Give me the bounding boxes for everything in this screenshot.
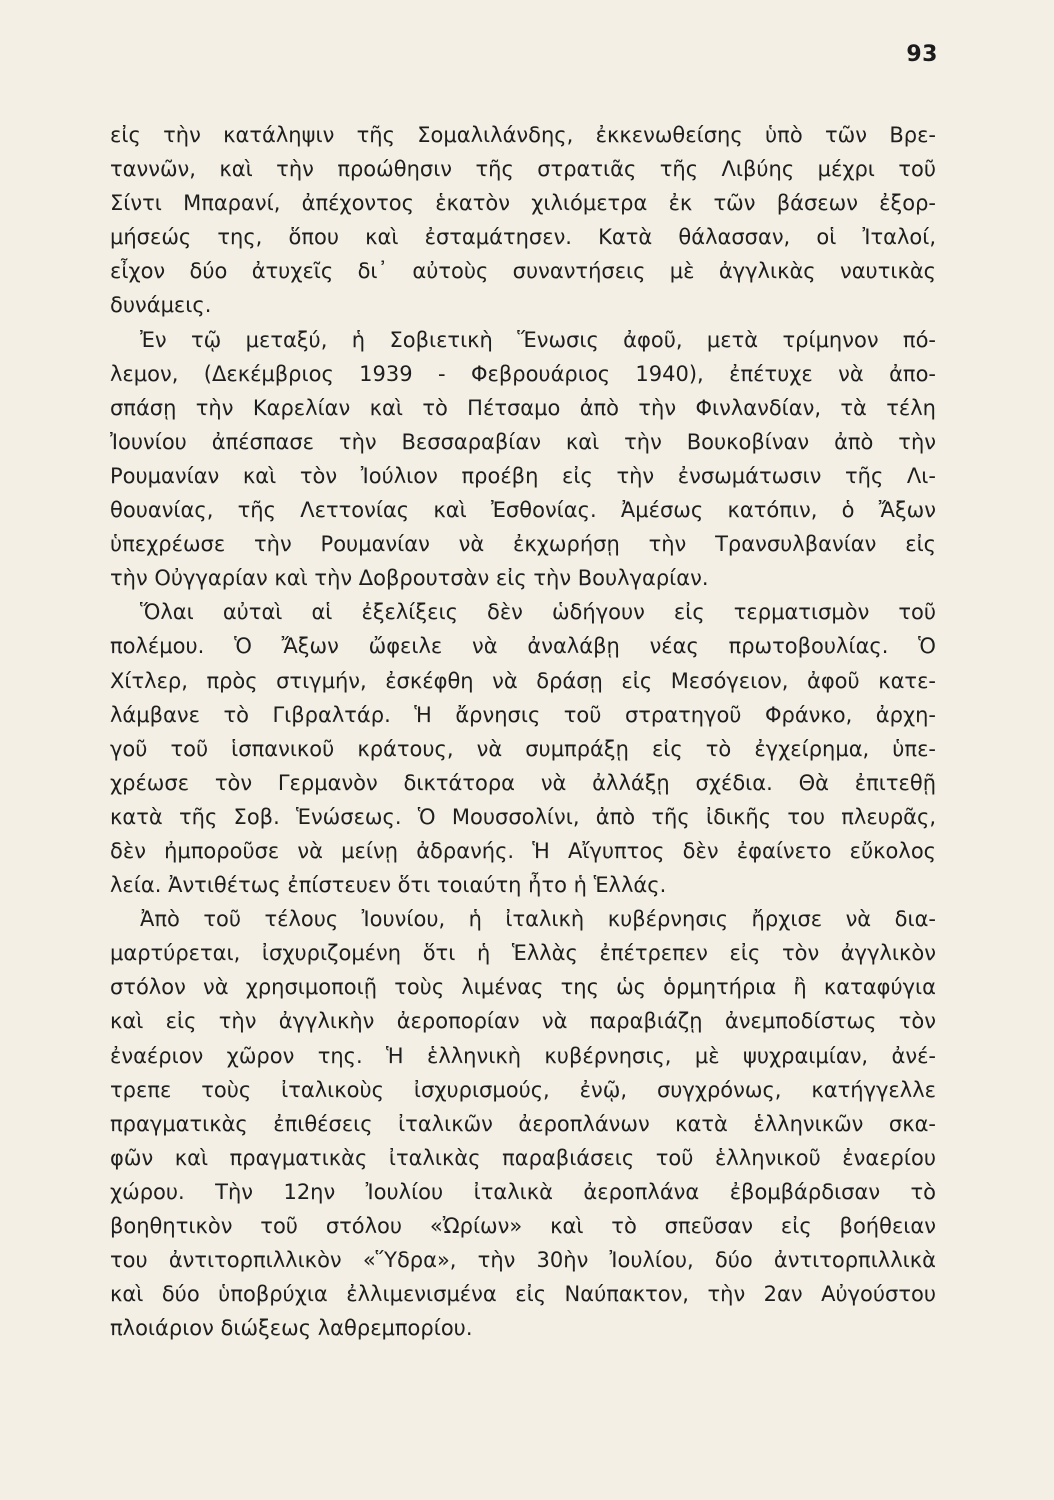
- text-line: εἰς τὴν κατάληψιν τῆς Σομαλιλάνδης, ἐκκενωθείσης ὑπὸ τῶν Βρε-: [110, 123, 936, 147]
- paragraph-3: [110, 595, 936, 902]
- text-line: λεμον, (Δεκέμβριος 1939 - Φεβρουάριος 1940), ἐπέτυχε νὰ ἀπο-: [110, 361, 936, 386]
- text-line: Σίντι Μπαρανί, ἀπέχοντος ἑκατὸν χιλιόμετρα ἐκ τῶν βάσεων ἐξορ-: [110, 191, 936, 216]
- text-line: πραγματικὰς ἐπιθέσεις ἰταλικῶν ἀεροπλάνων κατὰ ἑλληνικῶν σκα-: [110, 1111, 936, 1136]
- text-line: γοῦ τοῦ ἱσπανικοῦ κράτους, νὰ συμπράξῃ εἰς τὸ ἐγχείρημα, ὑπε-: [110, 736, 936, 761]
- text-line: Χίτλερ, πρὸς στιγμήν, ἐσκέφθη νὰ δράσῃ εἰς Μεσόγειον, ἀφοῦ κατε-: [110, 668, 936, 693]
- text-line: Ρουμανίαν καὶ τὸν Ἰούλιον προέβη εἰς τὴν ἐνσωμάτωσιν τῆς Λι-: [110, 463, 936, 488]
- text-line: Ἀπὸ τοῦ τέλους Ἰουνίου, ἡ ἰταλικὴ κυβέρνησις ἤρχισε νὰ δια-: [140, 907, 936, 932]
- text-line: τρεπε τοὺς ἰταλικοὺς ἰσχυρισμούς, ἐνῷ, συγχρόνως, κατήγγελλε: [110, 1077, 936, 1102]
- paragraph-4: [110, 902, 936, 1345]
- text-line: δὲν ἠμποροῦσε νὰ μείνῃ ἀδρανής. Ἡ Αἴγυπτος δὲν ἐφαίνετο εὔκολος: [110, 838, 936, 863]
- text-line: στόλον νὰ χρησιμοποιῇ τοὺς λιμένας της ὡς ὁρμητήρια ἢ καταφύγια: [110, 975, 936, 1000]
- text-line: πολέμου. Ὁ Ἄξων ὤφειλε νὰ ἀναλάβῃ νέας πρωτοβουλίας. Ὁ: [110, 634, 936, 659]
- text-line: Ἐν τῷ μεταξύ, ἡ Σοβιετικὴ Ἕνωσις ἀφοῦ, μετὰ τρίμηνον πό-: [140, 327, 936, 352]
- text-line: καὶ δύο ὑποβρύχια ἐλλιμενισμένα εἰς Ναύπακτον, τὴν 2αν Αὐγούστου: [110, 1282, 936, 1307]
- text-line: χρέωσε τὸν Γερμανὸν δικτάτορα νὰ ἀλλάξῃ σχέδια. Θὰ ἐπιτεθῇ: [110, 770, 936, 795]
- text-line: δυνάμεις.: [110, 293, 212, 318]
- text-line: βοηθητικὸν τοῦ στόλου «Ὠρίων» καὶ τὸ σπεῦσαν εἰς βοήθειαν: [110, 1214, 936, 1238]
- text-line: σπάσῃ τὴν Καρελίαν καὶ τὸ Πέτσαμο ἀπὸ τὴν Φινλανδίαν, τὰ τέλη: [110, 395, 936, 420]
- text-line: ὑπεχρέωσε τὴν Ρουμανίαν νὰ ἐκχωρήσῃ τὴν Τρανσυλβανίαν εἰς: [110, 532, 936, 557]
- text-line: πλοιάριον διώξεως λαθρεμπορίου.: [110, 1316, 473, 1341]
- body-text: [110, 118, 936, 1345]
- text-line: του ἀντιτορπιλλικὸν «Ὕδρα», τὴν 30ὴν Ἰουλίου, δύο ἀντιτορπιλλικὰ: [110, 1248, 936, 1273]
- text-line: φῶν καὶ πραγματικὰς ἰταλικὰς παραβιάσεις τοῦ ἑλληνικοῦ ἐναερίου: [110, 1145, 936, 1170]
- text-line: κατὰ τῆς Σοβ. Ἑνώσεως. Ὁ Μουσσολίνι, ἀπὸ τῆς ἰδικῆς του πλευρᾶς,: [110, 804, 936, 829]
- text-line: Ὅλαι αὐταὶ αἱ ἐξελίξεις δὲν ὡδήγουν εἰς τερματισμὸν τοῦ: [140, 600, 936, 625]
- text-line: ταννῶν, καὶ τὴν προώθησιν τῆς στρατιᾶς τῆς Λιβύης μέχρι τοῦ: [110, 157, 936, 182]
- page-number: 93: [906, 42, 938, 67]
- text-line: λεία. Ἀντιθέτως ἐπίστευεν ὅτι τοιαύτη ἦτο ἡ Ἑλλάς.: [110, 873, 667, 898]
- text-line: μήσεώς της, ὅπου καὶ ἐσταμάτησεν. Κατὰ θάλασσαν, οἱ Ἰταλοί,: [110, 225, 936, 250]
- text-line: θουανίας, τῆς Λεττονίας καὶ Ἐσθονίας. Ἀμέσως κατόπιν, ὁ Ἄξων: [110, 498, 936, 523]
- text-line: τὴν Οὐγγαρίαν καὶ τὴν Δοβρουτσὰν εἰς τὴν Βουλγαρίαν.: [110, 566, 709, 591]
- text-line: ἐναέριον χῶρον της. Ἡ ἑλληνικὴ κυβέρνησις, μὲ ψυχραιμίαν, ἀνέ-: [110, 1043, 936, 1068]
- text-line: χώρου. Τὴν 12ην Ἰουλίου ἰταλικὰ ἀεροπλάνα ἐβομβάρδισαν τὸ: [110, 1179, 936, 1204]
- text-line: καὶ εἰς τὴν ἀγγλικὴν ἀεροπορίαν νὰ παραβιάζῃ ἀνεμποδίστως τὸν: [110, 1009, 936, 1034]
- text-line: εἶχον δύο ἀτυχεῖς δι᾽ αὐτοὺς συναντήσεις μὲ ἀγγλικὰς ναυτικὰς: [110, 259, 936, 284]
- text-line: Ἰουνίου ἀπέσπασε τὴν Βεσσαραβίαν καὶ τὴν Βουκοβίναν ἀπὸ τὴν: [110, 429, 936, 454]
- text-line: λάμβανε τὸ Γιβραλτάρ. Ἡ ἄρνησις τοῦ στρατηγοῦ Φράνκο, ἀρχη-: [110, 702, 936, 727]
- paragraph-1: [110, 118, 936, 323]
- paragraph-2: [110, 323, 936, 596]
- text-line: μαρτύρεται, ἰσχυριζομένη ὅτι ἡ Ἑλλὰς ἐπέτρεπεν εἰς τὸν ἀγγλικὸν: [110, 941, 936, 966]
